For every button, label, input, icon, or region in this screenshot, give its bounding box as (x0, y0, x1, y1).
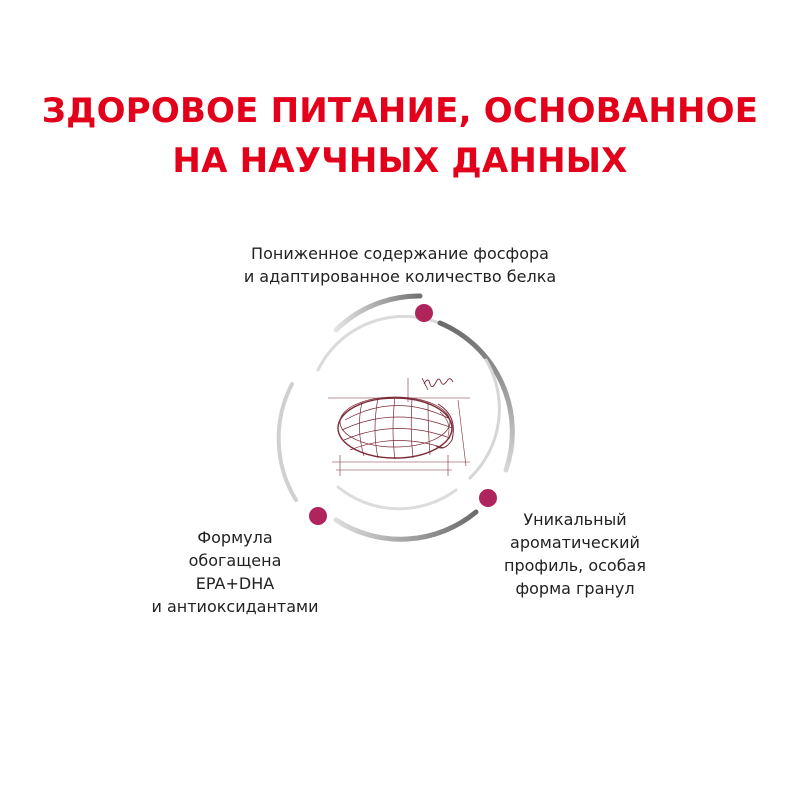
benefit-right-line-4: форма гранул (515, 579, 635, 598)
ring-arc-bottom-inner (338, 487, 456, 509)
ring-arc-right-inner (470, 360, 499, 478)
bullet-dot-top (415, 304, 433, 322)
page-title-line-2: НА НАУЧНЫХ ДАННЫХ (172, 141, 628, 181)
benefit-left-line-2: обогащена (188, 551, 282, 570)
ring-arcs (279, 296, 513, 539)
benefit-left-line-1: Формула (197, 528, 273, 547)
bullet-dot-left (309, 507, 327, 525)
benefit-top-line-1: Пониженное содержание фосфора (251, 244, 549, 263)
ring-arc-left-outer (279, 384, 296, 500)
ring-arc-top-outer (336, 296, 420, 330)
ring-arc-bottom-outer (336, 512, 476, 539)
benefit-left-line-3: EPA+DHA (195, 574, 275, 593)
benefit-right-line-3: профиль, особая (504, 556, 646, 575)
benefit-right-line-1: Уникальный (523, 510, 627, 529)
page-title-line-1: ЗДОРОВОЕ ПИТАНИЕ, ОСНОВАННОЕ (41, 91, 759, 131)
ring-arc-right-outer (440, 323, 512, 470)
bullet-dot-right (479, 489, 497, 507)
kibble-sketch-icon (328, 378, 470, 476)
benefit-right-line-2: ароматический (510, 533, 640, 552)
benefit-left-line-4: и антиоксидантами (151, 597, 319, 616)
benefit-top-line-2: и адаптированное количество белка (243, 267, 557, 286)
